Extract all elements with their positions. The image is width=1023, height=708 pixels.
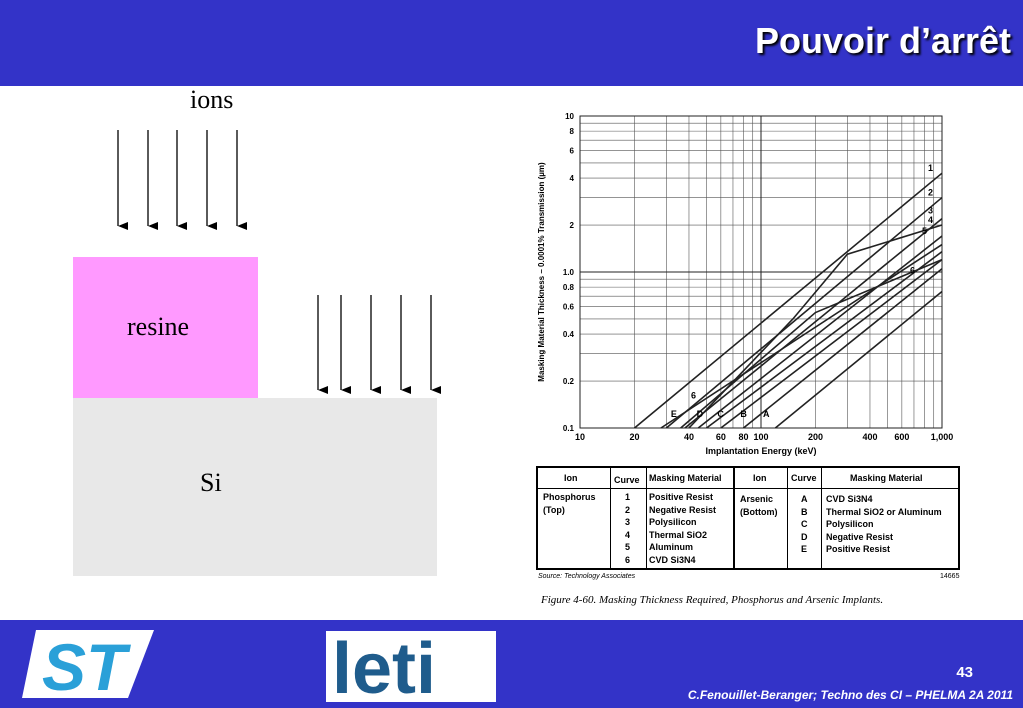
table-header-rule bbox=[538, 488, 958, 489]
curve-label-top: 1 bbox=[928, 163, 934, 174]
x-tick-label: 20 bbox=[629, 432, 640, 442]
curve-label-top: 4 bbox=[928, 215, 934, 226]
x-tick-label: 10 bbox=[574, 432, 586, 442]
table-divider bbox=[733, 468, 735, 568]
x-tick-label: 100 bbox=[753, 432, 769, 442]
x-tick-label: 1,000 bbox=[930, 432, 954, 442]
table-header: Curve bbox=[791, 473, 817, 483]
curve-label-bottom: E bbox=[670, 408, 677, 419]
source-note: Source: Technology Associates bbox=[538, 573, 636, 580]
figure-code: 14665 bbox=[940, 573, 960, 580]
x-tick-label: 600 bbox=[894, 432, 910, 442]
y-tick-label: 0.4 bbox=[562, 330, 574, 340]
y-tick-label: 2 bbox=[569, 221, 574, 231]
st-logo bbox=[22, 630, 154, 698]
ion-arrows bbox=[0, 0, 460, 400]
resine-label: resine bbox=[127, 312, 190, 341]
y-tick-label: 6 bbox=[569, 146, 574, 156]
table-header: Masking Material bbox=[850, 473, 923, 483]
series-line-5 bbox=[698, 236, 942, 428]
y-tick-label: 0.6 bbox=[562, 302, 574, 312]
page-number: 43 bbox=[956, 664, 973, 681]
table-divider bbox=[821, 468, 822, 568]
curve-label-bottom: D bbox=[696, 408, 704, 419]
table-cell-curves: A B C D E bbox=[801, 494, 808, 554]
y-axis-label: Masking Material Thickness – 0.0001% Transmission (µm) bbox=[537, 162, 546, 382]
x-tick-label: 200 bbox=[807, 432, 824, 442]
masking-thickness-chart bbox=[532, 100, 972, 465]
series-line-2 bbox=[666, 198, 942, 428]
footer-credit: C.Fenouillet-Beranger; Techno des CI – PHELMA 2A 2011 bbox=[687, 688, 1013, 702]
curve-label-bottom: C bbox=[717, 408, 724, 419]
table-header: Curve bbox=[614, 475, 640, 485]
curve-label-bottom: A bbox=[763, 408, 770, 419]
curve-label-bottom: B bbox=[740, 408, 747, 419]
y-tick-label: 0.8 bbox=[562, 283, 574, 293]
x-tick-label: 40 bbox=[683, 432, 694, 442]
leti-logo-text: leti bbox=[332, 631, 437, 702]
x-axis-label: Implantation Energy (keV) bbox=[705, 446, 817, 456]
x-tick-label: 400 bbox=[862, 432, 878, 442]
table-divider bbox=[787, 468, 788, 568]
y-tick-label: 4 bbox=[569, 174, 574, 184]
y-tick-label: 0.1 bbox=[562, 424, 574, 433]
series-line-A bbox=[775, 291, 942, 428]
y-tick-label: 10 bbox=[565, 112, 574, 121]
slide-title: Pouvoir d’arrêt bbox=[754, 20, 1011, 61]
curve-label-top: 5 bbox=[922, 226, 928, 237]
masking-table bbox=[536, 466, 960, 570]
curve-label-bottom: 6 bbox=[690, 390, 696, 401]
figure-caption: Figure 4-60. Masking Thickness Required, Phosphorus and Arsenic Implants. bbox=[541, 594, 884, 606]
x-tick-label: 60 bbox=[715, 432, 726, 442]
y-tick-label: 1.0 bbox=[562, 268, 574, 277]
y-tick-label: 0.2 bbox=[562, 377, 574, 387]
series-line-1 bbox=[634, 173, 942, 428]
footer-band bbox=[0, 620, 1023, 708]
si-label: Si bbox=[200, 468, 222, 497]
table-cell-ion: Phosphorus (Top) bbox=[543, 492, 596, 515]
ions-label: ions bbox=[190, 85, 234, 114]
table-cell-materials: CVD Si3N4 Thermal SiO2 or Aluminum Polysilicon Negative Resist Positive Resist bbox=[826, 494, 942, 554]
curve-label-top: 6 bbox=[910, 265, 916, 276]
leti-logo bbox=[326, 631, 496, 702]
curve-label-top: 2 bbox=[928, 187, 934, 198]
series-line-C bbox=[721, 260, 942, 428]
curve-label-top: 3 bbox=[928, 205, 934, 216]
table-divider bbox=[646, 468, 647, 568]
st-logo-text: ST bbox=[42, 630, 127, 698]
table-header: Ion bbox=[564, 473, 578, 483]
table-divider bbox=[610, 468, 611, 568]
table-header: Masking Material bbox=[649, 473, 722, 483]
x-tick-label: 80 bbox=[738, 432, 749, 442]
si-substrate bbox=[73, 398, 437, 576]
table-cell-ion: Arsenic (Bottom) bbox=[740, 494, 778, 517]
y-tick-label: 8 bbox=[569, 127, 574, 137]
table-cell-materials: Positive Resist Negative Resist Polysilicon Thermal SiO2 Aluminum CVD Si3N4 bbox=[649, 492, 717, 565]
series-line-6 bbox=[681, 260, 942, 428]
table-header: Ion bbox=[753, 473, 767, 483]
table-cell-curves: 1 2 3 4 5 6 bbox=[625, 492, 631, 565]
